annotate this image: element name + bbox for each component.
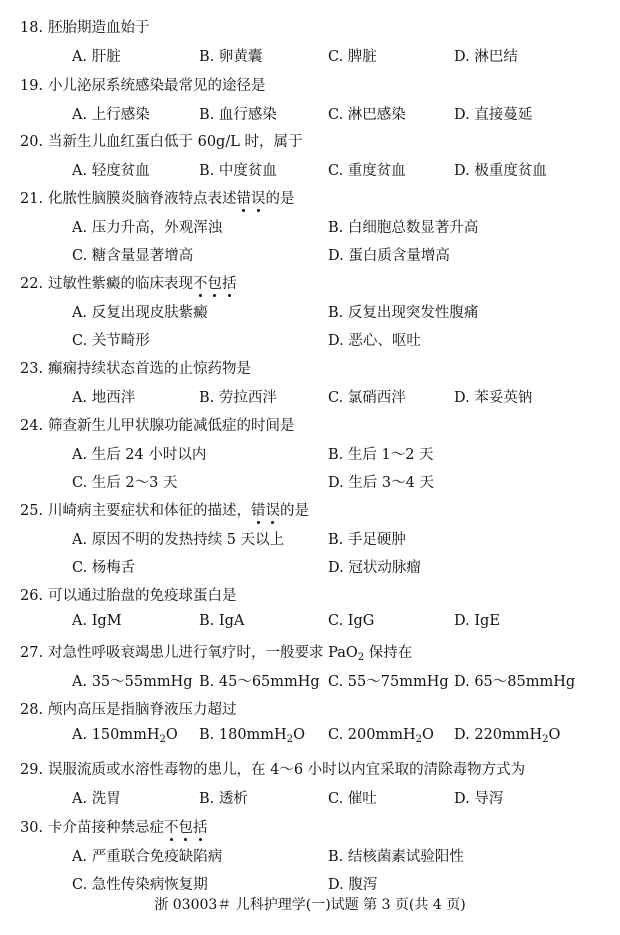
question-stem: 28. 颅内高压是指脑脊液压力超过 [20,702,237,718]
option-d[interactable]: D. 苯妥英钠 [454,390,533,406]
question-stem: 30. 卡介苗接种禁忌症不包括 [20,820,208,836]
option-c[interactable]: C. 杨梅舌 [72,560,136,576]
option-d[interactable]: D. 冠状动脉瘤 [328,560,421,576]
option-c[interactable]: C. 脾脏 [328,49,377,65]
option-a[interactable]: A. 35～55mmHg [72,674,193,690]
question-stem: 22. 过敏性紫癜的临床表现不包括 [20,276,237,292]
option-d[interactable]: D. 恶心、呕吐 [328,333,421,349]
option-c[interactable]: C. 淋巴感染 [328,107,406,123]
option-d[interactable]: D. 导泻 [454,791,504,807]
emphasis-char: 括 [222,276,237,292]
emphasis-text [193,276,237,292]
option-b[interactable]: B. 结核菌素试验阳性 [328,849,464,865]
option-d[interactable]: D. IgE [454,613,500,629]
option-d[interactable]: D. 极重度贫血 [454,163,547,179]
option-a[interactable]: A. 压力升高，外观浑浊 [72,220,223,236]
option-b[interactable]: B. 生后 1～2 天 [328,447,434,463]
option-c[interactable]: C. 催吐 [328,791,377,807]
option-d[interactable]: D. 蛋白质含量增高 [328,248,450,264]
emphasis-char: 误 [251,191,266,207]
emphasis-char: 包 [178,820,193,836]
emphasis-char: 包 [207,276,222,292]
option-d[interactable]: D. 65～85mmHg [454,674,576,690]
option-a[interactable]: A. 上行感染 [72,107,150,123]
question-stem: 27. 对急性呼吸衰竭患儿进行氧疗时，一般要求 PaO$_2$ 保持在 [20,645,413,663]
option-d[interactable]: D. 腹泻 [328,877,378,893]
option-b[interactable]: B. 手足硬肿 [328,532,406,548]
option-a[interactable]: A. 轻度贫血 [72,163,150,179]
emphasis-char: 错 [251,503,266,519]
question-stem: 18. 胚胎期造血始于 [20,20,150,36]
option-b[interactable]: B. IgA [199,613,245,629]
question-stem: 29. 误服流质或水溶性毒物的患儿，在 4～6 小时以内宜采取的清除毒物方式为 [20,762,526,778]
option-c[interactable]: C. 氯硝西泮 [328,390,406,406]
question-stem: 26. 可以通过胎盘的免疫球蛋白是 [20,588,237,604]
emphasis-text [164,820,208,836]
option-a[interactable]: A. 原因不明的发热持续 5 天以上 [72,532,285,548]
emphasis-char: 误 [265,503,280,519]
option-a[interactable]: A. 生后 24 小时以内 [72,447,207,463]
question-stem: 25. 川崎病主要症状和体征的描述，错误的是 [20,503,309,519]
option-d[interactable]: D. 生后 3～4 天 [328,475,434,491]
option-a[interactable]: A. 150mmH$_2$O [72,727,178,745]
option-b[interactable]: B. 180mmH$_2$O [199,727,305,745]
option-d[interactable]: D. 220mmH$_2$O [454,727,561,745]
option-d[interactable]: D. 淋巴结 [454,49,518,65]
question-stem: 24. 筛查新生儿甲状腺功能减低症的时间是 [20,418,295,434]
option-b[interactable]: B. 透析 [199,791,248,807]
option-c[interactable]: C. 55～75mmHg [328,674,449,690]
emphasis-char: 不 [193,276,208,292]
option-d[interactable]: D. 直接蔓延 [454,107,533,123]
option-c[interactable]: C. 糖含量显著增高 [72,248,194,264]
option-a[interactable]: A. 肝脏 [72,49,121,65]
option-b[interactable]: B. 白细胞总数显著升高 [328,220,479,236]
question-stem: 19. 小儿泌尿系统感染最常见的途径是 [20,78,266,94]
option-a[interactable]: A. 地西泮 [72,390,136,406]
option-a[interactable]: A. 洗胃 [72,791,121,807]
option-a[interactable]: A. IgM [72,613,122,629]
option-b[interactable]: B. 卵黄囊 [199,49,263,65]
option-c[interactable]: C. 200mmH$_2$O [328,727,434,745]
option-c[interactable]: C. IgG [328,613,375,629]
option-b[interactable]: B. 反复出现突发性腹痛 [328,305,479,321]
option-c[interactable]: C. 重度贫血 [328,163,406,179]
page-footer: 浙 03003＃ 儿科护理学(一)试题 第 3 页(共 4 页) [154,897,466,913]
option-a[interactable]: A. 反复出现皮肤紫癜 [72,305,208,321]
option-c[interactable]: C. 关节畸形 [72,333,150,349]
option-b[interactable]: B. 劳拉西泮 [199,390,277,406]
emphasis-char: 错 [236,191,251,207]
question-stem: 23. 癫痫持续状态首选的止惊药物是 [20,361,251,377]
option-a[interactable]: A. 严重联合免疫缺陷病 [72,849,223,865]
option-c[interactable]: C. 急性传染病恢复期 [72,877,208,893]
emphasis-text [237,191,266,207]
emphasis-char: 括 [193,820,208,836]
option-b[interactable]: B. 45～65mmHg [199,674,320,690]
emphasis-text [251,503,280,519]
question-stem: 21. 化脓性脑膜炎脑脊液特点表述错误的是 [20,191,295,207]
question-stem: 20. 当新生儿血红蛋白低于 60g/L 时，属于 [20,134,303,150]
option-b[interactable]: B. 血行感染 [199,107,277,123]
emphasis-char: 不 [164,820,179,836]
option-b[interactable]: B. 中度贫血 [199,163,277,179]
option-c[interactable]: C. 生后 2～3 天 [72,475,178,491]
